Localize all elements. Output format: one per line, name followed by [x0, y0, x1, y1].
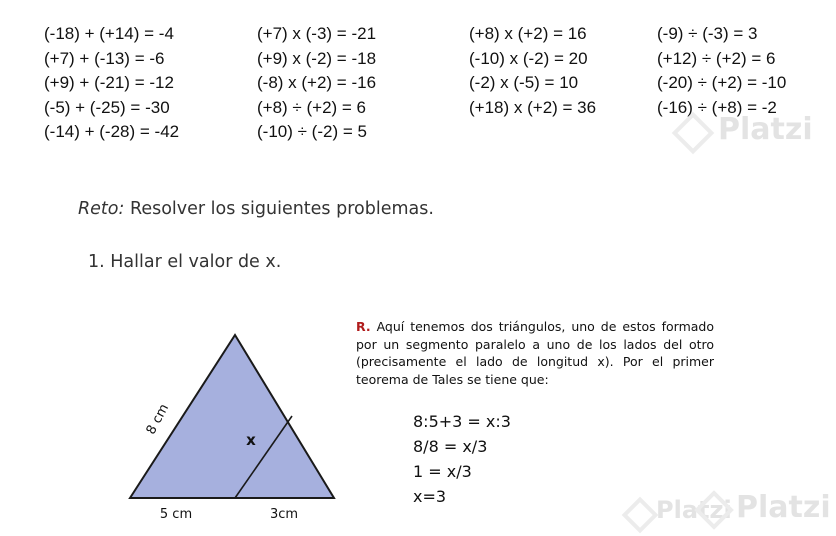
operation-line: (-14) + (-28) = -42 [44, 122, 180, 141]
base-label-3cm: 3cm [269, 507, 299, 521]
operations-column-products [469, 22, 596, 120]
solution-step: x=3 [413, 487, 447, 506]
operation-line: (-16) ÷ (+8) = -2 [657, 97, 777, 117]
x-label: x [246, 431, 256, 449]
solution-step: 8:5+3 = x:3 [413, 412, 511, 431]
operation-line: (-9) ÷ (-3) = 3 [657, 24, 758, 43]
watermark-text: Platzi [718, 112, 813, 147]
operation-line: (+18) x (+2) = 36 [469, 97, 597, 117]
operations-column-addition [44, 22, 179, 145]
operation-line: (-5) + (-25) = -30 [44, 97, 170, 117]
answer-paragraph [356, 318, 714, 388]
answer-text: Aquí tenemos dos triángulos, uno de estos formado por un segmento paralelo a uno de los lados del otro (precisamente el lado de longitud x). Por el primer teorema de Tales se tiene que: [356, 319, 714, 387]
operation-line: (-20) ÷ (+2) = -10 [657, 73, 787, 92]
base-label-5cm: 5 cm [159, 507, 193, 521]
operation-line: (+9) + (-21) = -12 [44, 73, 174, 92]
operation-line: (+7) + (-13) = -6 [44, 48, 165, 68]
reto-heading [78, 199, 434, 219]
operation-line: (-10) x (-2) = 20 [469, 48, 588, 68]
solution-step: 1 = x/3 [413, 462, 472, 481]
solution-step: 8/8 = x/3 [413, 437, 488, 456]
watermark-text: Platzi [736, 490, 831, 525]
solution-steps [413, 409, 511, 509]
operation-line: (+12) ÷ (+2) = 6 [657, 48, 776, 68]
answer-prefix: R. [356, 319, 371, 334]
operation-line: (+9) x (-2) = -18 [257, 48, 377, 68]
operation-line: (+8) x (+2) = 16 [469, 24, 587, 43]
watermark-text: Platzi [656, 496, 732, 524]
operation-line: (-2) x (-5) = 10 [469, 73, 579, 92]
platzi-logo-icon [622, 497, 659, 534]
reto-label: Reto: [78, 199, 125, 219]
operations-column-multiplication [257, 22, 376, 145]
operation-line: (+8) ÷ (+2) = 6 [257, 97, 367, 117]
operations-column-division [657, 22, 786, 120]
problem-statement: 1. Hallar el valor de x. [88, 252, 282, 272]
operation-line: (+7) x (-3) = -21 [257, 24, 377, 43]
operation-line: (-10) ÷ (-2) = 5 [257, 122, 367, 141]
side-label-8cm: 8 cm [143, 401, 173, 438]
operation-line: (-18) + (+14) = -4 [44, 24, 174, 43]
triangle-figure [118, 325, 350, 521]
operation-line: (-8) x (+2) = -16 [257, 73, 377, 92]
reto-text: Resolver los siguientes problemas. [124, 199, 434, 219]
